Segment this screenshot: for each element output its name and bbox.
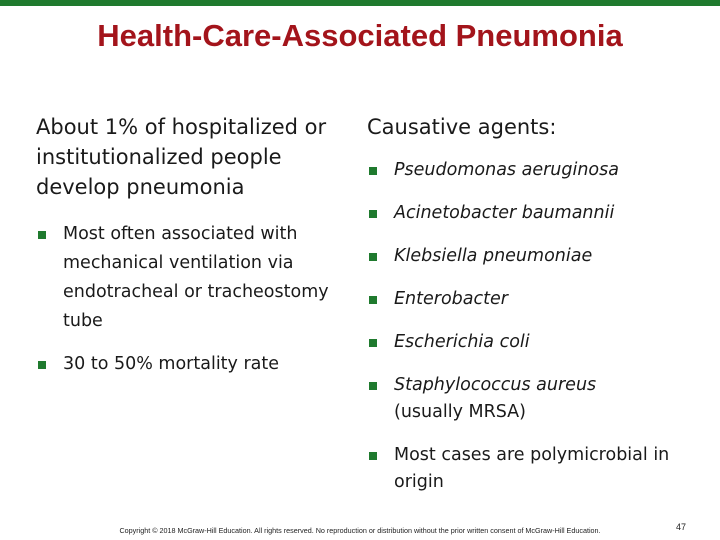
agent-name: Acinetobacter baumannii: [394, 203, 615, 223]
agent-name: Pseudomonas aeruginosa: [394, 160, 619, 180]
agent-name: Klebsiella pneumoniae: [394, 246, 593, 266]
list-item: [367, 372, 702, 426]
list-item: [367, 157, 702, 184]
agent-name: Enterobacter: [394, 289, 508, 309]
bullet-text: Most often associated with mechanical ventilation via endotracheal or tracheostomy tube: [63, 224, 329, 331]
intro-text: About 1% of hospitalized or institutionalized people develop pneumonia: [36, 115, 327, 199]
list-item: [367, 243, 702, 270]
bullet-text: Most cases are polymicrobial in origin: [394, 445, 670, 492]
copyright-footer: Copyright © 2018 McGraw-Hill Education. All rights reserved. No reproduction or distribution without the prior written consent of McGraw-Hill Education.: [119, 526, 601, 535]
square-bullet-icon: [369, 382, 377, 390]
square-bullet-icon: [369, 167, 377, 175]
agents-list: [367, 157, 702, 496]
agent-name: Staphylococcus aureus: [394, 375, 597, 395]
agent-name: Escherichia coli: [394, 332, 530, 352]
agents-heading: Causative agents:: [367, 115, 557, 139]
square-bullet-icon: [369, 296, 377, 304]
square-bullet-icon: [369, 253, 377, 261]
list-item: [367, 286, 702, 313]
agent-note: (usually MRSA): [394, 402, 526, 422]
list-item: [36, 220, 366, 336]
list-item: [367, 200, 702, 227]
square-bullet-icon: [369, 452, 377, 460]
left-bullet-list: [36, 220, 366, 379]
square-bullet-icon: [369, 339, 377, 347]
list-item: [36, 350, 366, 379]
slide-title: Health-Care-Associated Pneumonia: [97, 18, 623, 53]
list-item: [367, 329, 702, 356]
square-bullet-icon: [38, 231, 46, 239]
right-column: [367, 112, 702, 496]
square-bullet-icon: [369, 210, 377, 218]
list-item: [367, 442, 702, 496]
bullet-text: 30 to 50% mortality rate: [63, 354, 280, 374]
page-number: 47: [676, 522, 687, 532]
square-bullet-icon: [38, 361, 46, 369]
top-accent-bar: [0, 0, 720, 6]
left-column: [36, 112, 366, 379]
